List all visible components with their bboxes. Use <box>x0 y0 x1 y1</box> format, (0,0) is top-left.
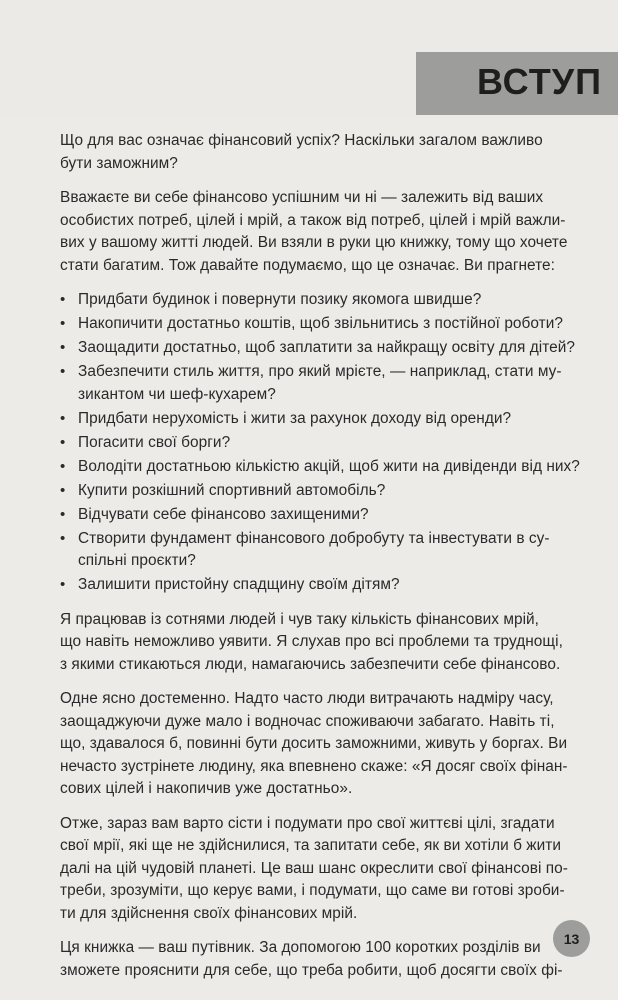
paragraph <box>60 813 572 926</box>
list-item <box>60 432 572 455</box>
goals-list <box>60 289 580 597</box>
text-line: нечасто зустрінете людину, яка впевнено скаже: «Я досяг своїх фінан- <box>60 757 568 775</box>
text-line: особистих потреб, цілей і мрій, а також від потреб, цілей і мрій важли- <box>60 211 566 229</box>
text-line: зикантом чи шеф-кухарем? <box>78 385 276 403</box>
list-item <box>60 361 572 406</box>
text-line: • Залишити пристойну спадщину своїм дітям? <box>78 576 400 593</box>
list-item <box>60 337 576 360</box>
text-line: Отже, зараз вам варто сісти і подумати про свої життєві цілі, згадати <box>60 814 555 832</box>
text-line: • Володіти достатньою кількістю акцій, щоб жити на дивіденди від них? <box>78 457 580 475</box>
text-line: • Створити фундамент фінансового добробуту та інвестувати в су- <box>78 529 550 547</box>
list-item <box>60 504 572 527</box>
paragraph <box>60 609 572 677</box>
list-item <box>60 456 580 479</box>
paragraph <box>60 187 572 277</box>
page-number-label: 13 <box>563 930 580 947</box>
paragraph <box>60 937 572 982</box>
text-line: Я працював із сотнями людей і чув таку кількість фінансових мрій, <box>60 610 540 628</box>
text-line: Що для вас означає фінансовий успіх? Наскільки загалом важливо <box>60 132 543 149</box>
page-number <box>553 920 590 957</box>
list-item <box>60 528 572 573</box>
list-item <box>60 574 572 597</box>
text-line: • Заощадити достатньо, щоб заплатити за найкращу освіту для дітей? <box>78 339 576 356</box>
text-line: сових цілей і накопичив уже достатньо». <box>60 780 353 797</box>
text-line: • Придбати нерухомість і жити за рахунок доходу від оренди? <box>78 409 512 427</box>
list-item <box>60 289 572 312</box>
chapter-title: ВСТУП <box>477 61 602 102</box>
text-line: • Погасити свої борги? <box>78 433 231 451</box>
text-line: Ця книжка — ваш путівник. За допомогою 100 коротких розділів ви <box>60 939 541 956</box>
list-item <box>60 313 572 336</box>
page-content <box>60 130 580 994</box>
text-line: вих у вашому житті людей. Ви взяли в руки цю книжку, тому що хочете <box>60 234 568 251</box>
text-line: • Придбати будинок і повернути позику якомога швидше? <box>78 291 482 308</box>
chapter-title-box <box>416 52 618 115</box>
text-line: • Відчувати себе фінансово захищеними? <box>78 505 369 523</box>
text-line: Одне ясно достеменно. Надто часто люди витрачають надміру часу, <box>60 690 554 707</box>
text-line: • Купити розкішний спортивний автомобіль? <box>78 481 386 499</box>
text-line: ти для здійснення своїх фінансових мрій. <box>60 904 358 922</box>
text-line: що навіть неможливо уявити. Я слухав про всі проблеми та труднощі, <box>60 633 563 650</box>
text-line: заощаджуючи дуже мало і водночас споживаючи забагато. Навіть ті, <box>60 712 555 730</box>
list-item <box>60 480 572 503</box>
paragraph <box>60 130 572 175</box>
text-line: що, здавалося б, повинні бути досить заможними, живуть у боргах. Ви <box>60 735 568 752</box>
text-line: треби, зрозуміти, що керує вами, і подумати, що саме ви готові зроби- <box>60 882 565 899</box>
text-line: свої мрії, які ще не здійснилися, та запитати себе, як ви хотіли б жити <box>60 837 562 854</box>
text-line: • Забезпечити стиль життя, про який мрієте, — наприклад, стати му- <box>78 363 562 380</box>
text-line: далі на цій чудовій планеті. Це ваш шанс окреслити свої фінансові по- <box>60 859 568 877</box>
text-line: бути заможним? <box>60 154 178 172</box>
paragraph <box>60 688 572 801</box>
text-line: Вважаєте ви себе фінансово успішним чи ні — залежить від ваших <box>60 189 544 206</box>
text-line: з якими стикаються люди, намагаючись забезпечити себе фінансово. <box>60 655 561 673</box>
text-line: • Накопичити достатньо коштів, щоб звільнитись з постійної роботи? <box>78 315 564 332</box>
list-item <box>60 408 572 431</box>
text-line: зможете прояснити для себе, що треба робити, щоб досягти своїх фі- <box>60 961 563 979</box>
text-line: спільні проєкти? <box>78 552 196 569</box>
text-line: стати багатим. Тож давайте подумаємо, що це означає. Ви прагнете: <box>60 256 555 274</box>
